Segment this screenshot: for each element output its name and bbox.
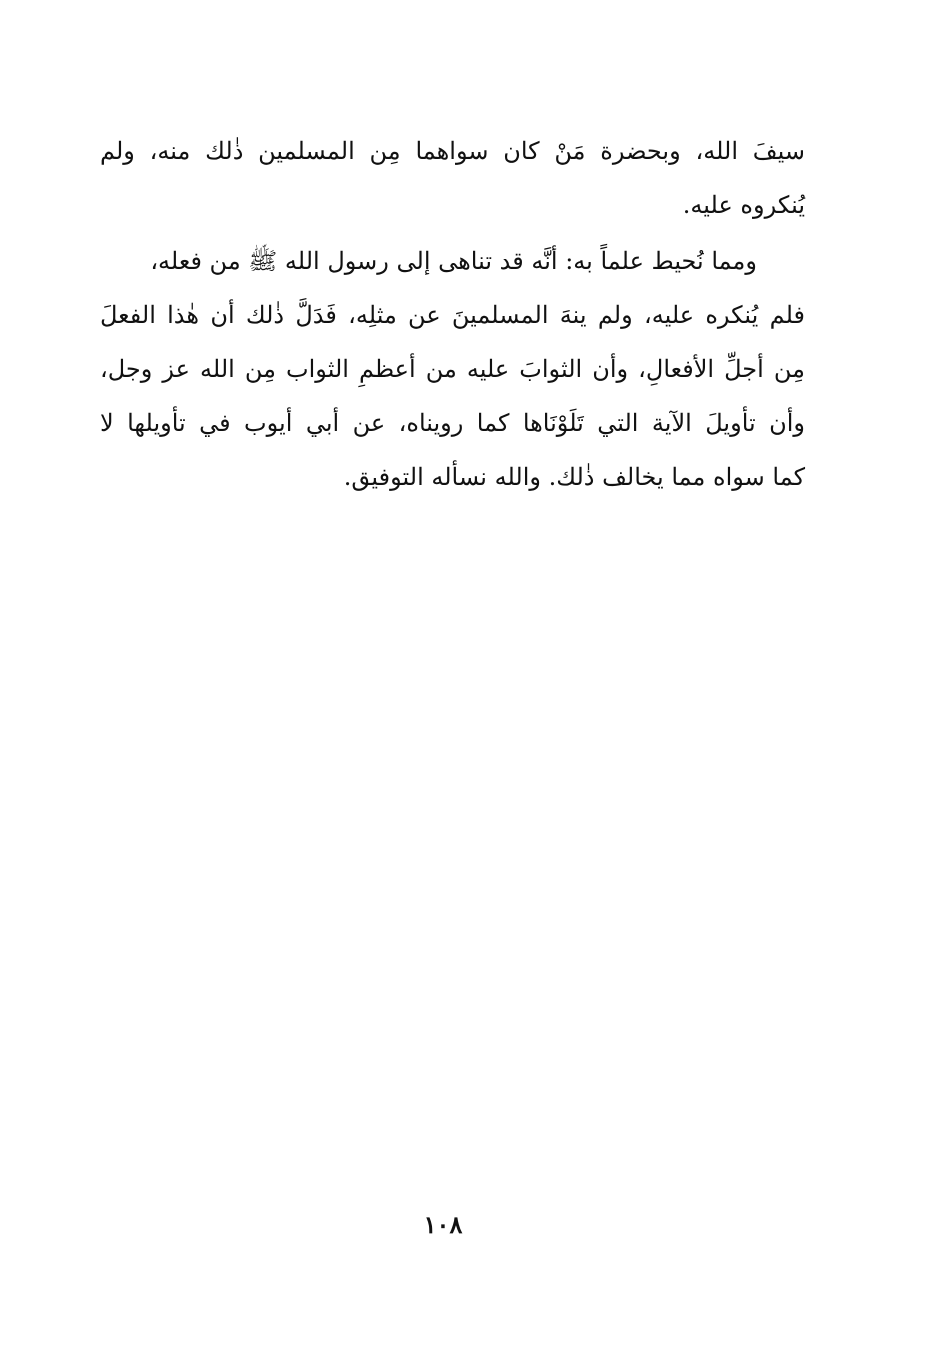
paragraph-1 [100, 124, 805, 232]
text-line: سيفَ الله، وبحضرة مَنْ كان سواهما مِن المسلمين ذٰلك منه، ولم [100, 137, 805, 165]
text-line: ومما نُحيط علماً به: أنَّه قد تناهى إلى رسول الله ﷺ من فعله، [150, 247, 757, 275]
text-line: مِن أجلِّ الأفعالِ، وأن الثوابَ عليه من أعظمِ الثواب مِن الله عز وجل، [100, 355, 805, 383]
text-line: وأن تأويلَ الآية التي تَلَوْنَاها كما رويناه، عن أبي أيوب في تأويلها لا [100, 409, 805, 437]
text-line: كما سواه مما يخالف ذٰلك. والله نسأله التوفيق. [343, 463, 805, 491]
page-number: ١٠٨ [423, 1210, 463, 1239]
text-line: فلم يُنكره عليه، ولم ينهَ المسلمينَ عن مثلِه، فَدَلَّ ذٰلك أن هٰذا الفعلَ [100, 301, 805, 329]
text-line: يُنكروه عليه. [682, 191, 805, 219]
paragraph-2 [100, 234, 805, 504]
